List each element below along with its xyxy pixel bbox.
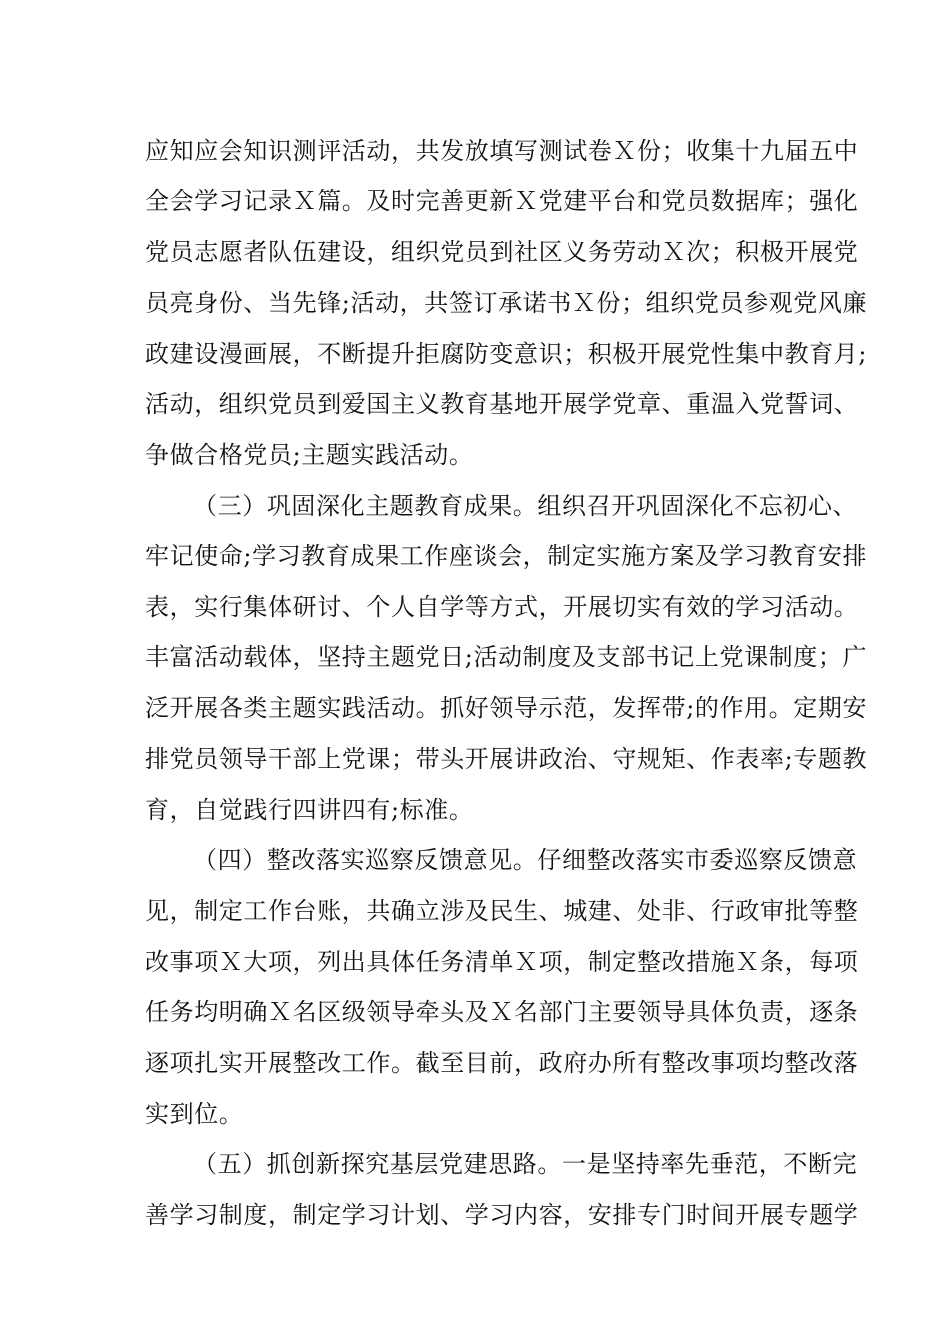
text-line: 任务均明确Ｘ名区级领导牵头及Ｘ名部门主要领导具体负责，逐条 [145, 998, 859, 1026]
text-line: 争做合格党员;主题实践活动。 [145, 441, 474, 469]
section-heading-3: （三）巩固深化主题教育成果。组织召开巩固深化不忘初心、 [193, 492, 858, 520]
text-line: 牢记使命;学习教育成果工作座谈会，制定实施方案及学习教育安排 [145, 542, 868, 570]
text-line: 活动，组织党员到爱国主义教育基地开展学党章、重温入党誓词、 [145, 390, 859, 418]
text-line: 表，实行集体研讨、个人自学等方式，开展切实有效的学习活动。 [145, 593, 859, 621]
section-heading-5: （五）抓创新探究基层党建思路。一是坚持率先垂范，不断完 [193, 1150, 858, 1178]
text-line: 全会学习记录Ｘ篇。及时完善更新Ｘ党建平台和党员数据库；强化 [145, 187, 859, 215]
text-line: 应知应会知识测评活动，共发放填写测试卷Ｘ份；收集十九届五中 [145, 137, 859, 165]
text-line: 排党员领导干部上党课；带头开展讲政治、守规矩、作表率;专题教 [145, 745, 868, 773]
text-line: 泛开展各类主题实践活动。抓好领导示范，发挥带;的作用。定期安 [145, 694, 868, 722]
section-heading-4: （四）整改落实巡察反馈意见。仔细整改落实市委巡察反馈意 [193, 846, 858, 874]
text-line: 政建设漫画展，不断提升拒腐防变意识；积极开展党性集中教育月; [145, 340, 868, 368]
text-line: 见，制定工作台账，共确立涉及民生、城建、处非、行政审批等整 [145, 897, 859, 925]
text-line: 善学习制度，制定学习计划、学习内容，安排专门时间开展专题学 [145, 1201, 859, 1229]
text-line: 育，自觉践行四讲四有;标准。 [145, 796, 474, 824]
text-line: 实到位。 [145, 1100, 244, 1128]
text-line: 党员志愿者队伍建设，组织党员到社区义务劳动Ｘ次；积极开展党 [145, 238, 859, 266]
text-line: 逐项扎实开展整改工作。截至目前，政府办所有整改事项均整改落 [145, 1049, 859, 1077]
text-line: 员亮身份、当先锋;活动，共签订承诺书Ｘ份；组织党员参观党风廉 [145, 289, 868, 317]
text-line: 丰富活动载体，坚持主题党日;活动制度及支部书记上党课制度；广 [145, 643, 868, 671]
text-line: 改事项Ｘ大项，列出具体任务清单Ｘ项，制定整改措施Ｘ条，每项 [145, 948, 859, 976]
